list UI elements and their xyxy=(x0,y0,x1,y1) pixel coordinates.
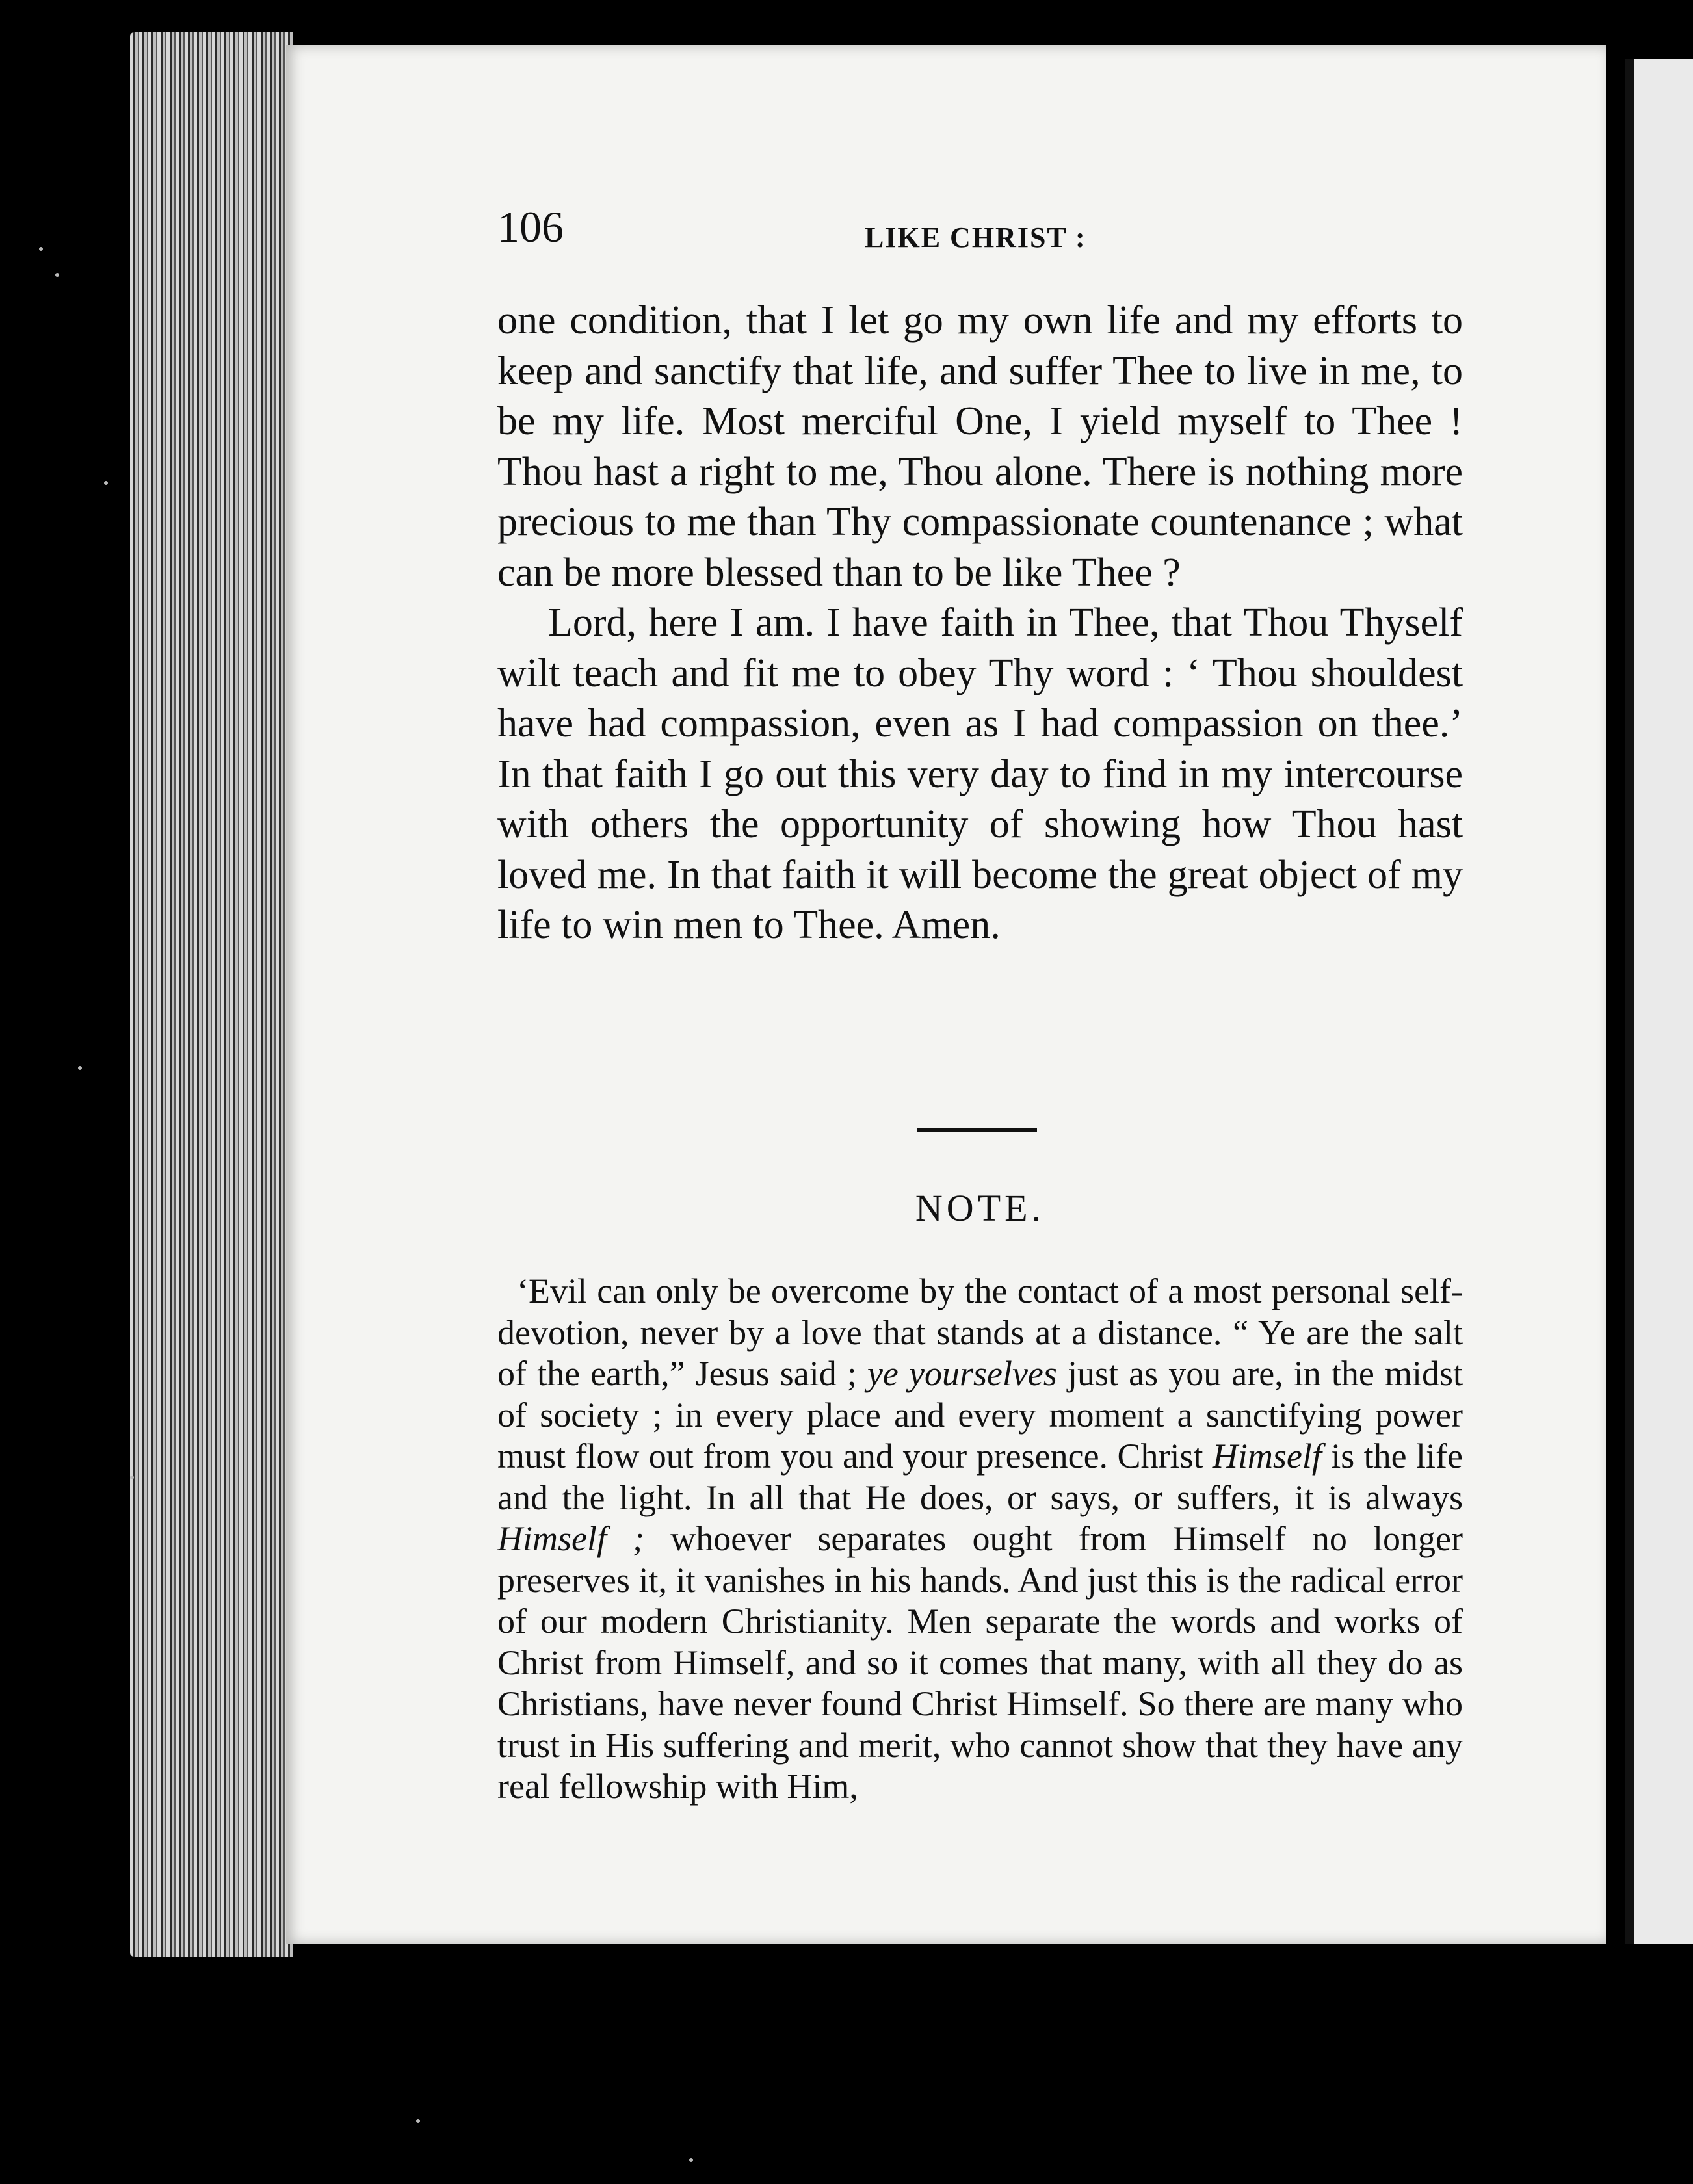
note-text-segment: whoever separates ought from Himself no longer preserves it, it vanishes in his hands. And just this is the radical error of our modern Christianity. Men separate the words and works of Christ from Himself, and so it comes that many, with all they do as Christians, have never found Christ Himself. So there are many who trust in His suffering and merit, who cannot show that they have any real fellowship with Him, xyxy=(497,1519,1463,1806)
page-edges xyxy=(130,32,293,1956)
prayer-paragraph-1: one condition, that I let go my own life and my efforts to keep and sanctify that life, and suffer Thee to live in me, to be my life. Most merciful One, I yield myself to Thee ! Thou hast a right to me, Thou alone. There is nothing more precious to me than Thy compassionate countenance ; what can be more blessed than to be like Thee ? xyxy=(497,298,1463,595)
scan-speck xyxy=(55,273,59,277)
note-text-segment: is the life and the light. In all that He does, or says, or suffers, it is always xyxy=(497,1436,1463,1517)
running-head: LIKE CHRIST : xyxy=(865,222,1086,254)
note-italic-segment: ye yourselves xyxy=(867,1354,1057,1393)
scan-speck xyxy=(416,2119,420,2123)
note-text xyxy=(497,1271,1463,1808)
note-italic-segment: Himself ; xyxy=(497,1519,645,1558)
scan-speck xyxy=(689,2158,693,2162)
note-italic-segment: Himself xyxy=(1212,1436,1322,1476)
scan-speck xyxy=(39,247,43,251)
note-text-segment: just as you are, in the midst of society ; in every place and every moment a sanctifying power must flow out from you and your presence. Christ xyxy=(497,1354,1463,1476)
scan-speck xyxy=(78,1066,82,1070)
note-heading: NOTE. xyxy=(915,1187,1045,1229)
adjacent-page-edge xyxy=(1625,58,1693,1944)
page-number: 106 xyxy=(497,202,564,252)
scan-speck xyxy=(104,481,108,485)
note-paragraph xyxy=(497,1271,1463,1808)
prayer-text xyxy=(497,296,1463,951)
scan-speck xyxy=(130,1476,134,1479)
section-divider xyxy=(917,1128,1037,1132)
prayer-paragraph-2: Lord, here I am. I have faith in Thee, that Thou Thyself wilt teach and fit me to obey Thy word : ‘ Thou shouldest have had compassion, even as I had compassion on thee.’ In that faith I go out this very day to find in my intercourse with others the opportunity of showing how Thou hast loved me. In that faith it will become the great object of my life to win men to Thee. Amen. xyxy=(497,601,1463,947)
note-text-segment: ‘Evil can only be overcome by the contact of a most personal self-devotion, never by a love that stands at a distance. “ Ye are the salt of the earth,” Jesus said ; xyxy=(497,1271,1463,1393)
